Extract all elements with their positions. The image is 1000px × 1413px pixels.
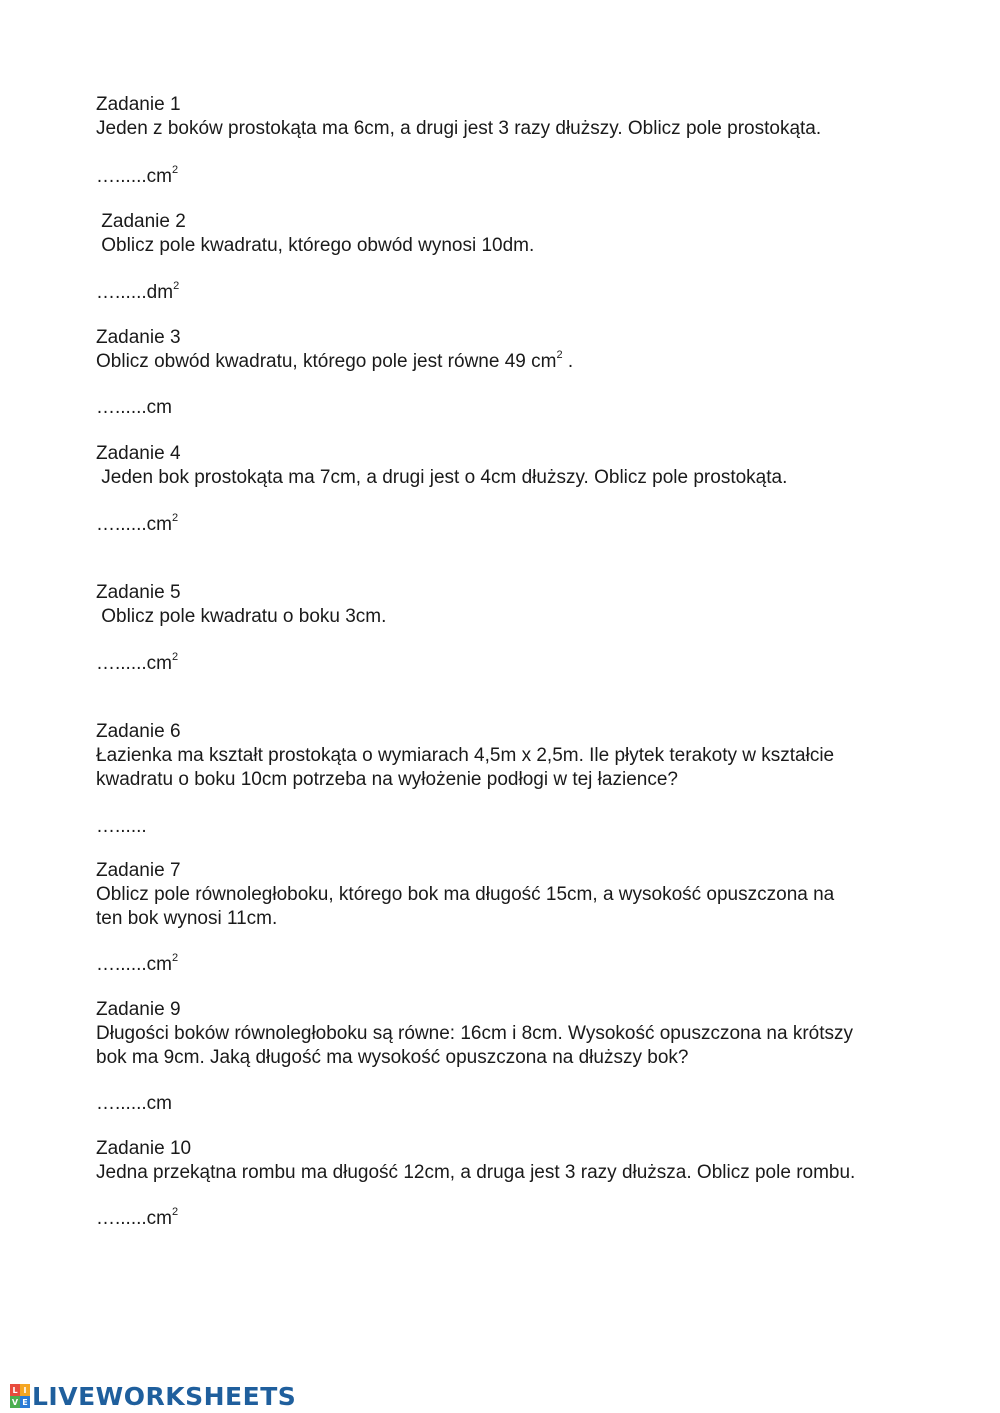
task-1-answer-exponent: 2	[172, 163, 179, 176]
task-7-answer-blank[interactable]: …......cm	[96, 954, 172, 975]
task-6-answer[interactable]	[96, 815, 147, 839]
task-2-text: Oblicz pole kwadratu, którego obwód wynosi 10dm.	[96, 235, 535, 256]
liveworksheets-logo-icon	[10, 1384, 30, 1408]
logo-icon-tile-l: L	[10, 1384, 20, 1396]
task-5-answer[interactable]	[96, 652, 178, 676]
logo-icon-tile-e: E	[20, 1396, 30, 1408]
task-7-answer-exponent: 2	[172, 951, 179, 964]
task-9-text-line-1: Długości boków równoległoboku są równe: 16cm i 8cm. Wysokość opuszczona na krótszy	[96, 1023, 854, 1044]
logo-icon-tile-i: I	[20, 1384, 30, 1396]
task-10-answer-blank[interactable]: …......cm	[96, 1208, 172, 1229]
task-3-text	[96, 350, 573, 374]
task-4-title: Zadanie 4	[96, 443, 181, 464]
task-9-answer[interactable]	[96, 1092, 172, 1116]
task-4-answer-exponent: 2	[172, 511, 179, 524]
task-1-answer[interactable]	[96, 165, 178, 189]
task-3-answer-blank[interactable]: …......cm	[96, 397, 172, 418]
task-1-title: Zadanie 1	[96, 94, 181, 115]
task-3-answer[interactable]	[96, 396, 172, 420]
task-6-answer-blank[interactable]: …......	[96, 816, 147, 837]
task-6-text-line-1: Łazienka ma kształt prostokąta o wymiarach 4,5m x 2,5m. Ile płytek terakoty w kształcie	[96, 745, 835, 766]
task-2-answer[interactable]	[96, 281, 179, 305]
task-2-answer-blank[interactable]: …......dm	[96, 282, 174, 303]
task-2-title: Zadanie 2	[96, 211, 186, 232]
task-9-answer-blank[interactable]: …......cm	[96, 1093, 172, 1114]
liveworksheets-logo	[10, 1381, 296, 1411]
task-10-answer-exponent: 2	[172, 1205, 179, 1218]
task-4-answer[interactable]	[96, 513, 178, 537]
task-4-answer-blank[interactable]: …......cm	[96, 514, 172, 535]
task-3-title: Zadanie 3	[96, 327, 181, 348]
task-10-title: Zadanie 10	[96, 1138, 192, 1159]
task-2-answer-exponent: 2	[173, 279, 180, 292]
task-7-answer[interactable]	[96, 953, 178, 977]
task-1-text: Jeden z boków prostokąta ma 6cm, a drugi jest 3 razy dłuższy. Oblicz pole prostokąta.	[96, 118, 822, 139]
task-3-text-main: Oblicz obwód kwadratu, którego pole jest równe 49 cm	[96, 351, 557, 372]
task-5-answer-exponent: 2	[172, 650, 179, 663]
task-4-text: Jeden bok prostokąta ma 7cm, a drugi jest o 4cm dłuższy. Oblicz pole prostokąta.	[96, 467, 788, 488]
task-6-text-line-2: kwadratu o boku 10cm potrzeba na wyłożenie podłogi w tej łazience?	[96, 769, 678, 790]
task-3-text-exponent: 2	[556, 348, 563, 361]
task-10-answer[interactable]	[96, 1207, 178, 1231]
task-5-answer-blank[interactable]: …......cm	[96, 653, 172, 674]
liveworksheets-logo-text: LIVEWORKSHEETS	[32, 1381, 297, 1411]
task-1-answer-blank[interactable]: …......cm	[96, 166, 172, 187]
task-7-text-line-2: ten bok wynosi 11cm.	[96, 908, 278, 929]
task-7-title: Zadanie 7	[96, 860, 181, 881]
task-3-text-end: .	[562, 351, 574, 372]
task-5-text: Oblicz pole kwadratu o boku 3cm.	[96, 606, 387, 627]
task-10-text: Jedna przekątna rombu ma długość 12cm, a druga jest 3 razy dłuższa. Oblicz pole rombu.	[96, 1162, 856, 1183]
task-6-title: Zadanie 6	[96, 721, 181, 742]
task-9-title: Zadanie 9	[96, 999, 181, 1020]
task-9-text-line-2: bok ma 9cm. Jaką długość ma wysokość opuszczona na dłuższy bok?	[96, 1047, 689, 1068]
logo-icon-tile-v: V	[11, 1397, 19, 1407]
task-7-text-line-1: Oblicz pole równoległoboku, którego bok ma długość 15cm, a wysokość opuszczona na	[96, 884, 835, 905]
task-5-title: Zadanie 5	[96, 582, 181, 603]
